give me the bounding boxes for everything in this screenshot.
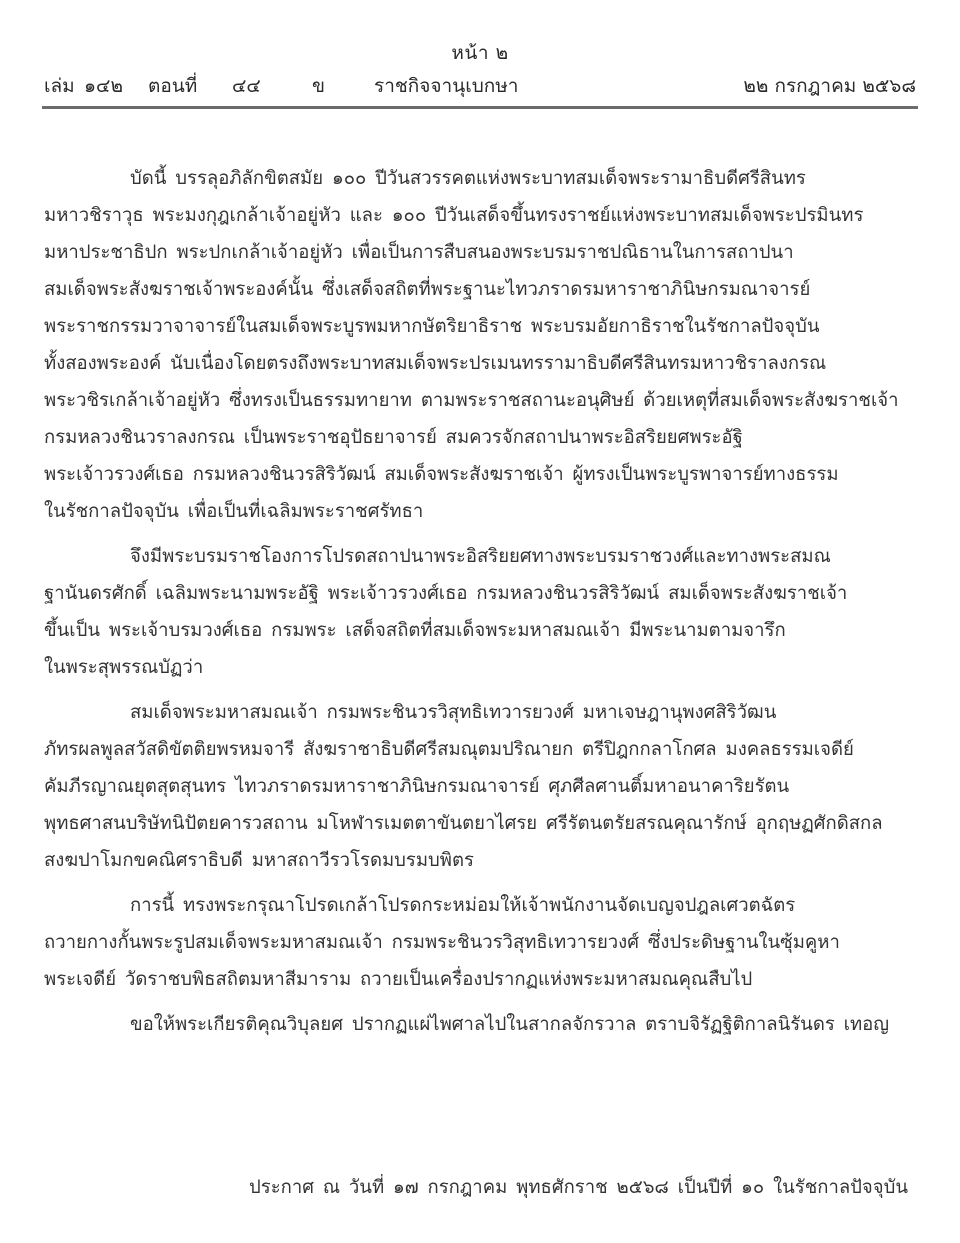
text-line: พระราชกรรมวาจาจารย์ในสมเด็จพระบูรพมหากษัตริยาธิราช พระบรมอัยกาธิราชในรัชกาลปัจจุบัน xyxy=(44,316,820,337)
text-line: ฐานันดรศักดิ์ เฉลิมพระนามพระอัฐิ พระเจ้าวรวงศ์เธอ กรมหลวงชินวรสิริวัฒน์ สมเด็จพระสังฆราชเจ้า xyxy=(44,583,848,604)
text-line: มหาวชิราวุธ พระมงกุฎเกล้าเจ้าอยู่หัว และ ๑๐๐ ปีวันเสด็จขึ้นทรงราชย์แห่งพระบาทสมเด็จพระปรมินทร xyxy=(44,205,864,226)
text-line: ในพระสุพรรณบัฏว่า xyxy=(44,657,204,678)
paragraph-4 xyxy=(44,887,912,998)
text-line: สมเด็จพระสังฆราชเจ้าพระองค์นั้น ซึ่งเสด็จสถิตที่พระฐานะไทวภราดรมหาราชาภินิษกรมณาจารย์ xyxy=(44,279,811,300)
text-line: ในรัชกาลปัจจุบัน เพื่อเป็นที่เฉลิมพระราชศรัทธา xyxy=(44,501,424,522)
paragraph-2 xyxy=(44,538,912,686)
volume-number: ๑๔๒ xyxy=(84,75,123,97)
text-line: ขึ้นเป็น พระเจ้าบรมวงศ์เธอ กรมพระ เสด็จสถิตที่สมเด็จพระมหาสมณเจ้า มีพระนามตามจารึก xyxy=(44,620,786,641)
section-label: ข xyxy=(312,75,325,97)
issue-label: ตอนที่ xyxy=(148,75,198,97)
text-line: คัมภีรญาณยุตสุตสุนทร ไทวภราดรมหาราชาภินิษกรมณาจารย์ ศุภศีลศานติ์มหาอนาคาริยรัตน xyxy=(44,776,790,797)
gazette-header xyxy=(44,72,916,100)
text-line: สมเด็จพระมหาสมณเจ้า กรมพระชินวรวิสุทธิเทวารยวงศ์ มหาเจษฎานุพงศสิริวัฒน xyxy=(130,702,777,723)
text-line: พระเจ้าวรวงศ์เธอ กรมหลวงชินวรสิริวัฒน์ สมเด็จพระสังฆราชเจ้า ผู้ทรงเป็นพระบูรพาจารย์ทางธรรม xyxy=(44,464,839,485)
paragraph-3-title xyxy=(44,694,912,879)
text-line: ขอให้พระเกียรติคุณวิบุลยศ ปรากฏแผ่ไพศาลไปในสากลจักรวาล ตราบจิรัฏฐิติกาลนิรันดร เทอญ xyxy=(130,1014,890,1035)
text-line: พระวชิรเกล้าเจ้าอยู่หัว ซึ่งทรงเป็นธรรมทายาท ตามพระราชสถานะอนุศิษย์ ด้วยเหตุที่สมเด็จพระสังฆราชเจ้า xyxy=(44,390,899,411)
text-line: บัดนี้ บรรลุอภิลักขิตสมัย ๑๐๐ ปีวันสวรรคตแห่งพระบาทสมเด็จพระรามาธิบดีศรีสินทร xyxy=(130,168,806,189)
publication-date: ๒๒ กรกฎาคม ๒๕๖๘ xyxy=(743,75,916,97)
text-line: การนี้ ทรงพระกรุณาโปรดเกล้าโปรดกระหม่อมให้เจ้าพนักงานจัดเบญจปฎลเศวตฉัตร xyxy=(130,895,796,916)
issue-number: ๔๔ xyxy=(232,75,261,97)
text-line: พุทธศาสนบริษัทนิปัตยคารวสถาน มโหฬารเมตตาขันตยาไศรย ศรีรัตนตรัยสรณคุณารักษ์ อุกฤษฏศักดิสกล xyxy=(44,813,883,834)
proclamation-date: ประกาศ ณ วันที่ ๑๗ กรกฎาคม พุทธศักราช ๒๕๖๘ เป็นปีที่ ๑๐ ในรัชกาลปัจจุบัน xyxy=(249,1177,908,1198)
paragraph-1 xyxy=(44,160,912,530)
paragraph-5 xyxy=(44,1006,912,1043)
text-line: กรมหลวงชินวราลงกรณ เป็นพระราชอุปัธยาจารย์ สมควรจักสถาปนาพระอิสริยยศพระอัฐิ xyxy=(44,427,743,448)
header-rule xyxy=(42,106,918,109)
document-body xyxy=(44,160,912,1051)
text-line: ถวายกางกั้นพระรูปสมเด็จพระมหาสมณเจ้า กรมพระชินวรวิสุทธิเทวารยวงศ์ ซึ่งประดิษฐานในซุ้มคูหา xyxy=(44,932,840,953)
text-line: ภัทรผลพูลสวัสดิขัตติยพรหมจารี สังฆราชาธิบดีศรีสมณุตมปริณายก ตรีปิฎกกลาโกศล มงคลธรรมเจดีย์ xyxy=(44,739,854,760)
text-line: มหาประชาธิปก พระปกเกล้าเจ้าอยู่หัว เพื่อเป็นการสืบสนองพระบรมราชปณิธานในการสถาปนา xyxy=(44,242,794,263)
text-line: จึงมีพระบรมราชโองการโปรดสถาปนาพระอิสริยยศทางพระบรมราชวงศ์และทางพระสมณ xyxy=(130,546,831,567)
page-number: หน้า ๒ xyxy=(451,42,509,64)
volume-label: เล่ม xyxy=(44,75,75,97)
text-line: ทั้งสองพระองค์ นับเนื่องโดยตรงถึงพระบาทสมเด็จพระปรเมนทรรามาธิบดีศรีสินทรมหาวชิราลงกรณ xyxy=(44,353,827,374)
text-line: พระเจดีย์ วัดราชบพิธสถิตมหาสีมาราม ถวายเป็นเครื่องปรากฏแห่งพระมหาสมณคุณสืบไป xyxy=(44,969,753,990)
text-line: สงฆปาโมกขคณิศราธิบดี มหาสถาวีรวโรดมบรมบพิตร xyxy=(44,850,474,871)
publication-title: ราชกิจจานุเบกษา xyxy=(374,75,519,97)
